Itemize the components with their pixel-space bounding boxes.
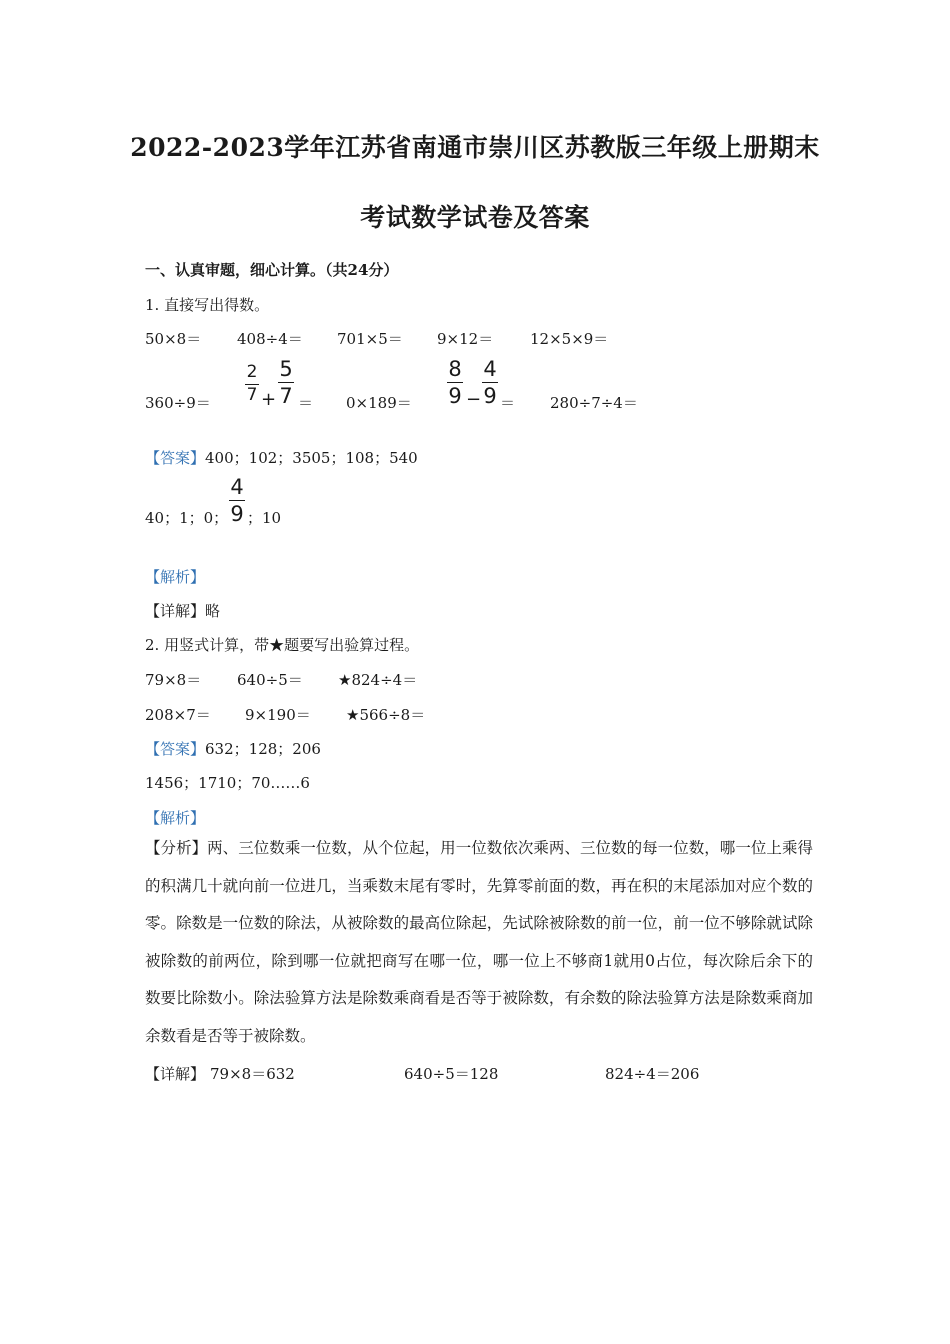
fraction-numerator: 2	[246, 362, 258, 382]
fraction-denominator: 7	[246, 384, 258, 405]
q1-item: 0×189＝	[346, 394, 412, 412]
fraction-denominator: 7	[279, 384, 293, 409]
doc-title-line1: 2022-2023学年江苏省南通市崇川区苏教版三年级上册期末	[130, 133, 820, 162]
analysis-tag: 【解析】	[145, 809, 206, 827]
fraction	[245, 364, 259, 405]
q1-item: 701×5＝	[337, 330, 403, 348]
q1-item: 280÷7÷4＝	[550, 394, 638, 412]
minus-sign: −	[466, 389, 482, 410]
answer-tag: 【答案】	[145, 449, 206, 467]
answer-line2-part1: 40；1；0；	[145, 509, 229, 527]
q2-item: 208×7＝	[145, 706, 211, 724]
fraction-bar	[278, 382, 294, 383]
answer-line2-part2: ；10	[247, 509, 282, 527]
q2-item: 640÷5＝	[237, 671, 303, 689]
answer-tag: 【答案】	[145, 740, 206, 758]
section-heading-1: 一、认真审题，细心计算。（共24分）	[145, 261, 399, 279]
answer-text: 400；102；3505；108；540	[205, 449, 418, 467]
analysis-paragraph: 【分析】两、三位数乘一位数，从个位起，用一位数依次乘两、三位数的每一位数，哪一位上乘得的积满几十就向前一位进几，当乘数末尾有零时，先算零前面的数，再在积的末尾添加对应个数的零。除数是一位数的除法，从被除数的最高位除起，先试除被除数的前一位，前一位不够除就试除被除数的前两位，除到哪一位就把商写在哪一位，哪一位上不够商1就用0占位，每次除后余下的数要比除数小。除法验算方法是除数乘商看是否等于被除数，有余数的除法验算方法是除数乘商加余数看是否等于被除数。	[145, 839, 813, 1045]
analysis-tag: 【解析】	[145, 568, 206, 586]
detail-tag: 【详解】	[145, 1065, 206, 1083]
fraction-bar	[482, 382, 498, 383]
fraction-denominator: 9	[483, 384, 497, 409]
answer-line2: 1456；1710；70……6	[145, 774, 310, 792]
detail-line: 【详解】略	[145, 602, 221, 620]
q1-item: 408÷4＝	[237, 330, 303, 348]
equals-sign: ＝	[298, 394, 314, 412]
fraction-bar	[447, 382, 463, 383]
fraction-denominator: 9	[448, 384, 462, 409]
fraction-numerator: 4	[483, 357, 497, 381]
equals-sign: ＝	[500, 394, 516, 412]
q2-prompt: 2. 用竖式计算，带★题要写出验算过程。	[145, 636, 420, 654]
fraction	[278, 358, 294, 407]
fraction	[482, 358, 498, 407]
q1-item: 360÷9＝	[145, 394, 211, 412]
fraction-numerator: 4	[230, 475, 244, 499]
detail-item: 79×8＝632	[210, 1065, 295, 1083]
answer-text: 632；128；206	[205, 740, 321, 758]
fraction-denominator: 9	[230, 502, 244, 527]
answer-line	[145, 738, 321, 759]
q1-item: 9×12＝	[437, 330, 494, 348]
q2-item: 9×190＝	[245, 706, 311, 724]
answer-line	[145, 447, 418, 468]
q2-item: 79×8＝	[145, 671, 202, 689]
q2-item: ★824÷4＝	[338, 671, 418, 689]
fraction-numerator: 5	[279, 357, 293, 381]
detail-item: 640÷5＝128	[404, 1065, 499, 1083]
fraction	[447, 358, 463, 407]
q1-item: 12×5×9＝	[530, 330, 609, 348]
q1-item: 50×8＝	[145, 330, 202, 348]
q1-prompt: 1. 直接写出得数。	[145, 296, 270, 314]
answer-fraction	[229, 476, 245, 525]
doc-title-line2: 考试数学试卷及答案	[360, 203, 590, 232]
fraction-numerator: 8	[448, 357, 462, 381]
plus-sign: +	[261, 389, 277, 410]
detail-item: 824÷4＝206	[605, 1065, 700, 1083]
fraction-bar	[229, 500, 245, 501]
q2-item: ★566÷8＝	[346, 706, 426, 724]
